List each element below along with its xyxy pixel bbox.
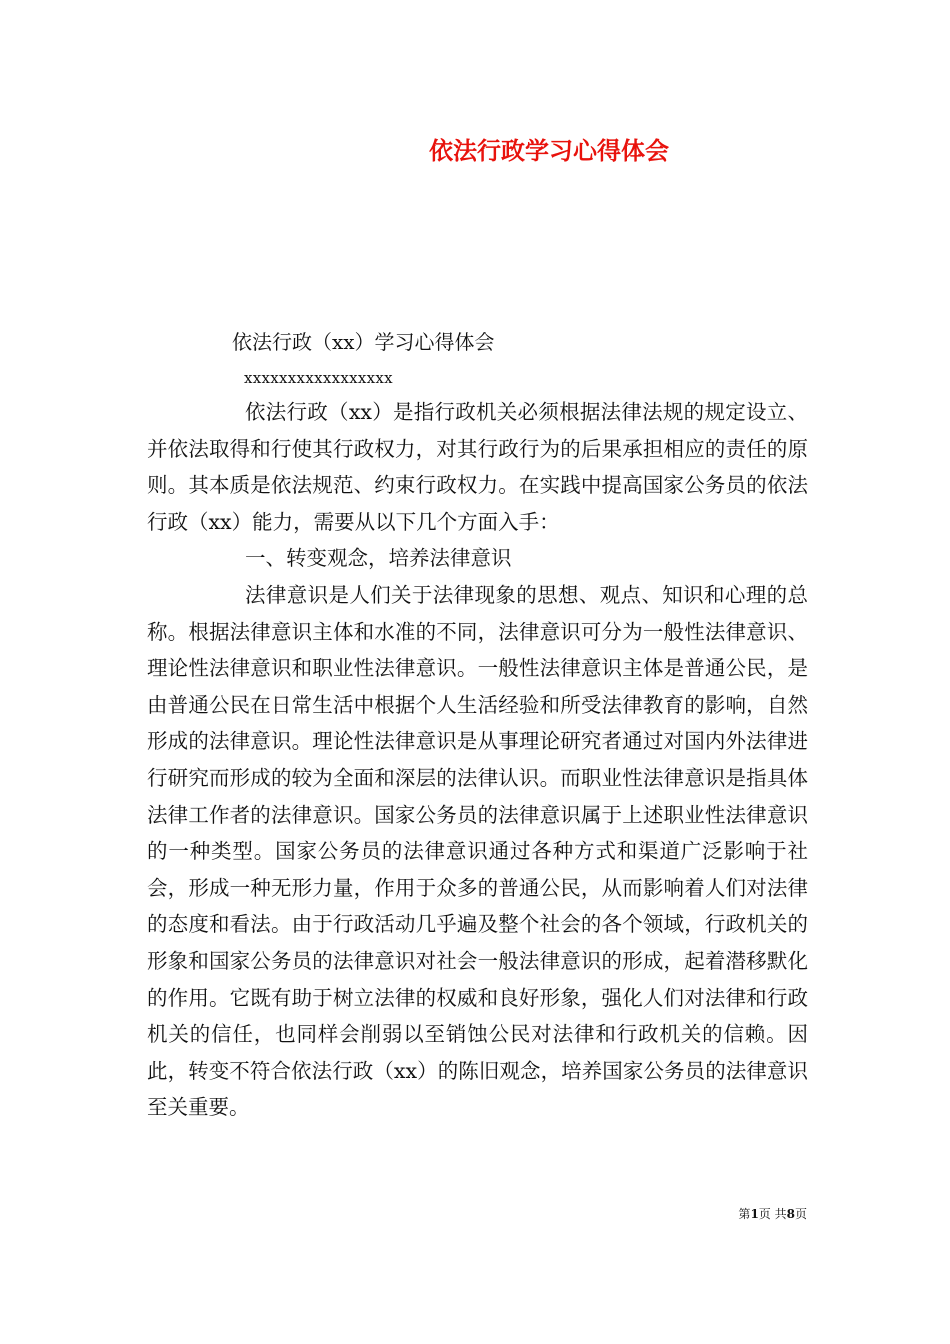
footer-middle: 页 共 — [758, 1207, 787, 1221]
footer-suffix: 页 — [794, 1207, 807, 1221]
footer-prefix: 第 — [738, 1207, 751, 1221]
document-body — [147, 394, 808, 1126]
page-number-footer — [738, 1206, 807, 1222]
intro-paragraph: 依法行政（xx）是指行政机关必须根据法律法规的规定设立、并依法取得和行使其行政权力，对其行政行为的后果承担相应的责任的原则。其本质是依法规范、约束行政权力。在实践中提高国家公务员的依法行政（xx）能力，需要从以下几个方面入手： — [147, 400, 808, 534]
document-subtitle: 依法行政（xx）学习心得体会 — [232, 330, 495, 354]
body-paragraph: 法律意识是人们关于法律现象的思想、观点、知识和心理的总称。根据法律意识主体和水准的不同，法律意识可分为一般性法律意识、理论性法律意识和职业性法律意识。一般性法律意识主体是普通公民，是由普通公民在日常生活中根据个人生活经验和所受法律教育的影响，自然形成的法律意识。理论性法律意识是从事理论研究者通过对国内外法律进行研究而形成的较为全面和深层的法律认识。而职业性法律意识是指具体法律工作者的法律意识。国家公务员的法律意识属于上述职业性法律意识的一种类型。国家公务员的法律意识通过各种方式和渠道广泛影响于社会，形成一种无形力量，作用于众多的普通公民，从而影响着人们对法律的态度和看法。由于行政活动几乎遍及整个社会的各个领域，行政机关的形象和国家公务员的法律意识对社会一般法律意识的形成，起着潜移默化的作用。它既有助于树立法律的权威和良好形象，强化人们对法律和行政机关的信任，也同样会削弱以至销蚀公民对法律和行政机关的信赖。因此，转变不符合依法行政（xx）的陈旧观念，培养国家公务员的法律意识至关重要。 — [147, 582, 808, 1120]
author-line: xxxxxxxxxxxxxxxxx — [244, 369, 393, 387]
document-title: 依法行政学习心得体会 — [429, 137, 669, 165]
total-page-number: 8 — [786, 1207, 795, 1221]
current-page-number: 1 — [750, 1207, 759, 1221]
section-heading: 一、转变观念，培养法律意识 — [245, 546, 512, 571]
